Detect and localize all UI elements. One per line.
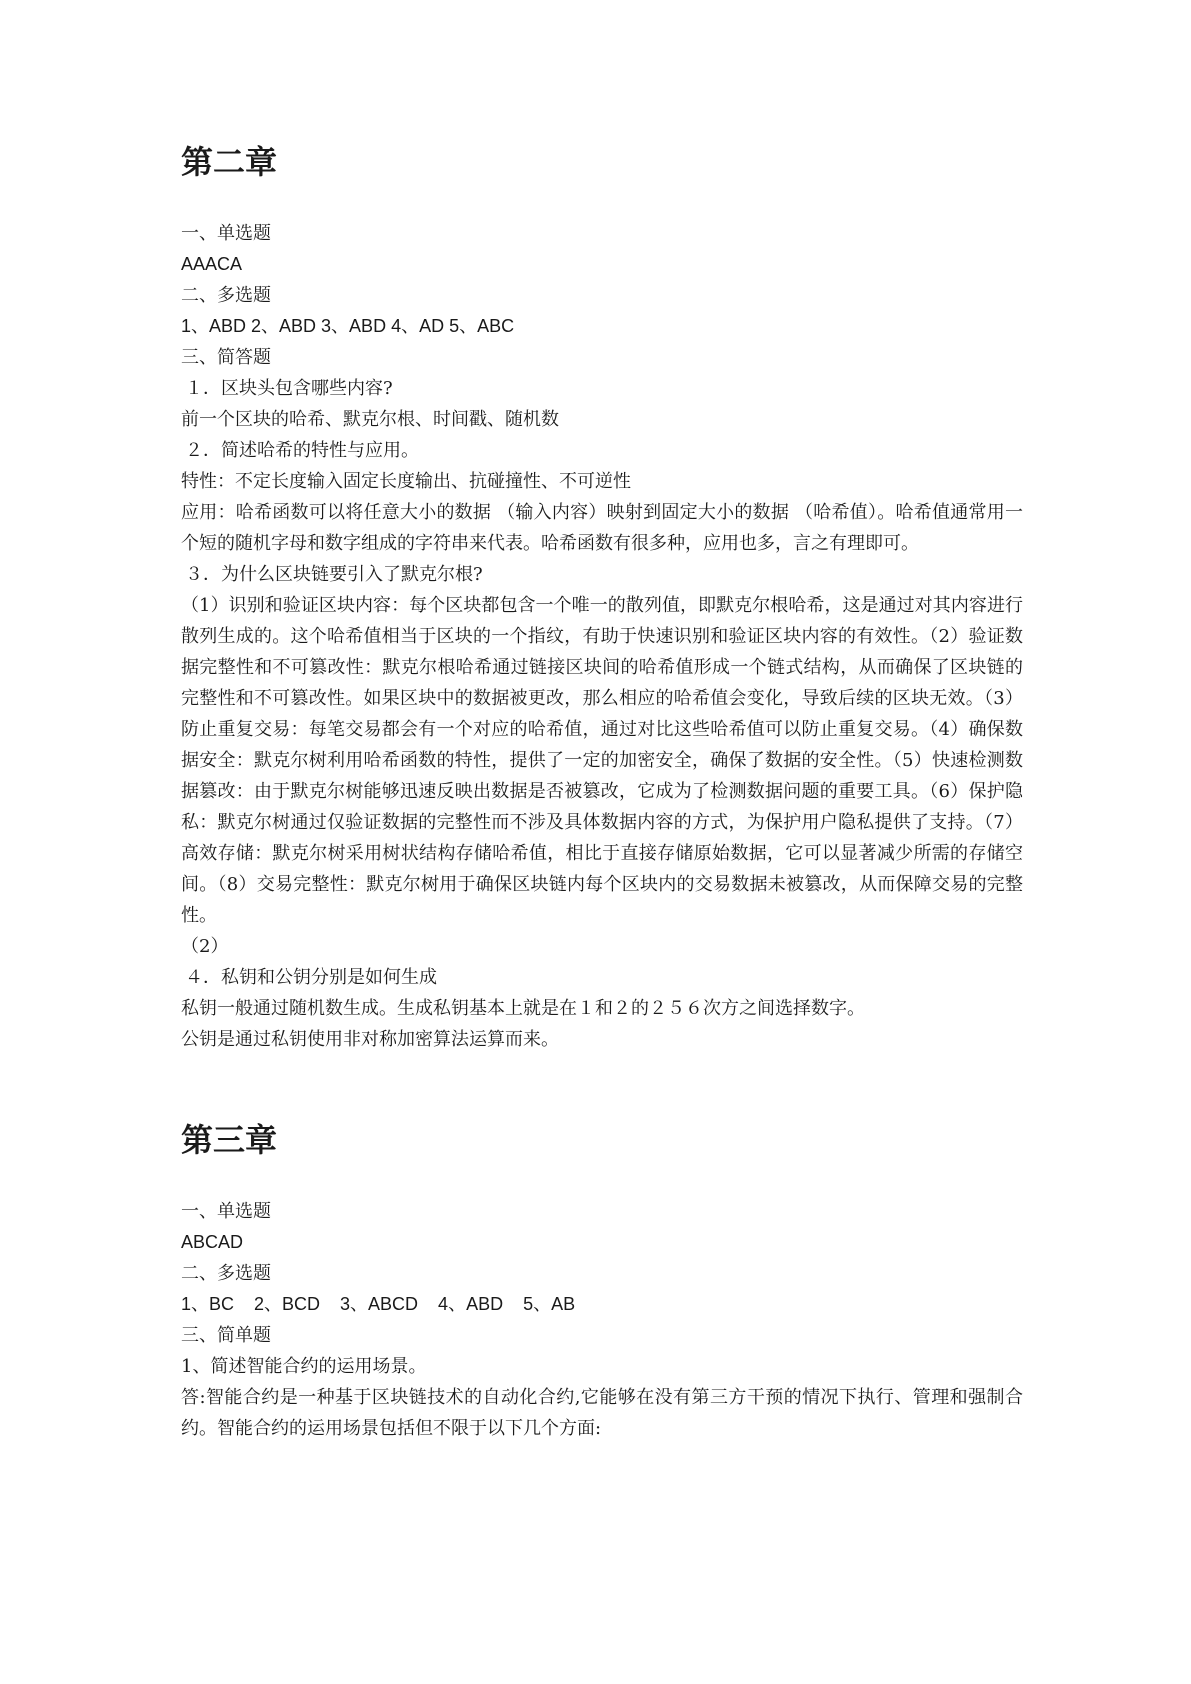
answer-3: （1）识别和验证区块内容：每个区块都包含一个唯一的散列值，即默克尔根哈希，这是通过对其内容进行散列生成的。这个哈希值相当于区块的一个指纹，有助于快速识别和验证区块内容的有效性。（2）验证数据完整性和不可篡改性：默克尔根哈希通过链接区块间的哈希值形成一个链式结构，从而确保了区块链的完整性和不可篡改性。如果区块中的数据被更改，那么相应的哈希值会变化，导致后续的区块无效。（3）防止重复交易：每笔交易都会有一个对应的哈希值，通过对比这些哈希值可以防止重复交易。（4）确保数据安全：默克尔树利用哈希函数的特性，提供了一定的加密安全，确保了数据的安全性。（5）快速检测数据篡改：由于默克尔树能够迅速反映出数据是否被篡改，它成为了检测数据问题的重要工具。（6）保护隐私：默克尔树通过仅验证数据的完整性而不涉及具体数据内容的方式，为保护用户隐私提供了支持。（7）高效存储：默克尔树采用树状结构存储哈希值，相比于直接存储原始数据，它可以显著减少所需的存储空间。（8）交易完整性：默克尔树用于确保区块链内每个区块内的交易数据未被篡改，从而保障交易的完整性。	[181, 595, 1023, 926]
short-answer-heading: 三、简答题	[181, 347, 271, 368]
answer-4-public: 公钥是通过私钥使用非对称加密算法运算而来。	[181, 1029, 559, 1050]
single-choice-heading: 一、单选题	[181, 223, 271, 244]
chapter-3-title: 第三章	[181, 1121, 278, 1159]
question-1: 1、简述智能合约的运用场景。	[181, 1356, 427, 1377]
chapter-2-body	[181, 218, 1023, 1055]
multi-choice-heading: 二、多选题	[181, 1263, 271, 1284]
multi-choice-heading: 二、多选题	[181, 285, 271, 306]
question-4: ４．私钥和公钥分别是如何生成	[185, 967, 437, 988]
multi-choice-answers: 1、ABD 2、ABD 3、ABD 4、AD 5、ABC	[181, 316, 515, 336]
question-2: ２．简述哈希的特性与应用。	[185, 440, 419, 461]
question-1: １．区块头包含哪些内容?	[185, 378, 393, 399]
answer-1: 答:智能合约是一种基于区块链技术的自动化合约,它能够在没有第三方干预的情况下执行、管理和强制合约。智能合约的运用场景包括但不限于以下几个方面:	[181, 1387, 1023, 1439]
answer-3-extra: （2）	[181, 936, 229, 957]
single-choice-heading: 一、单选题	[181, 1201, 271, 1222]
chapter-3-body	[181, 1196, 1023, 1444]
single-choice-answers: AAACA	[181, 254, 243, 274]
short-answer-heading: 三、简单题	[181, 1325, 271, 1346]
multi-choice-answers: 1、BC 2、BCD 3、ABCD 4、ABD 5、AB	[181, 1294, 576, 1314]
single-choice-answers: ABCAD	[181, 1232, 244, 1252]
answer-4-private: 私钥一般通过随机数生成。生成私钥基本上就是在１和２的２５６次方之间选择数字。	[181, 998, 865, 1019]
answer-1: 前一个区块的哈希、默克尔根、时间戳、随机数	[181, 409, 559, 430]
chapter-2-title: 第二章	[181, 143, 278, 181]
answer-2-application: 应用：哈希函数可以将任意大小的数据 （输入内容）映射到固定大小的数据 （哈希值）。哈希值通常用一个短的随机字母和数字组成的字符串来代表。哈希函数有很多种，应用也多，言之有理即可。	[181, 502, 1023, 554]
answer-2-features: 特性：不定长度输入固定长度输出、抗碰撞性、不可逆性	[181, 471, 631, 492]
question-3: ３．为什么区块链要引入了默克尔根?	[185, 564, 483, 585]
